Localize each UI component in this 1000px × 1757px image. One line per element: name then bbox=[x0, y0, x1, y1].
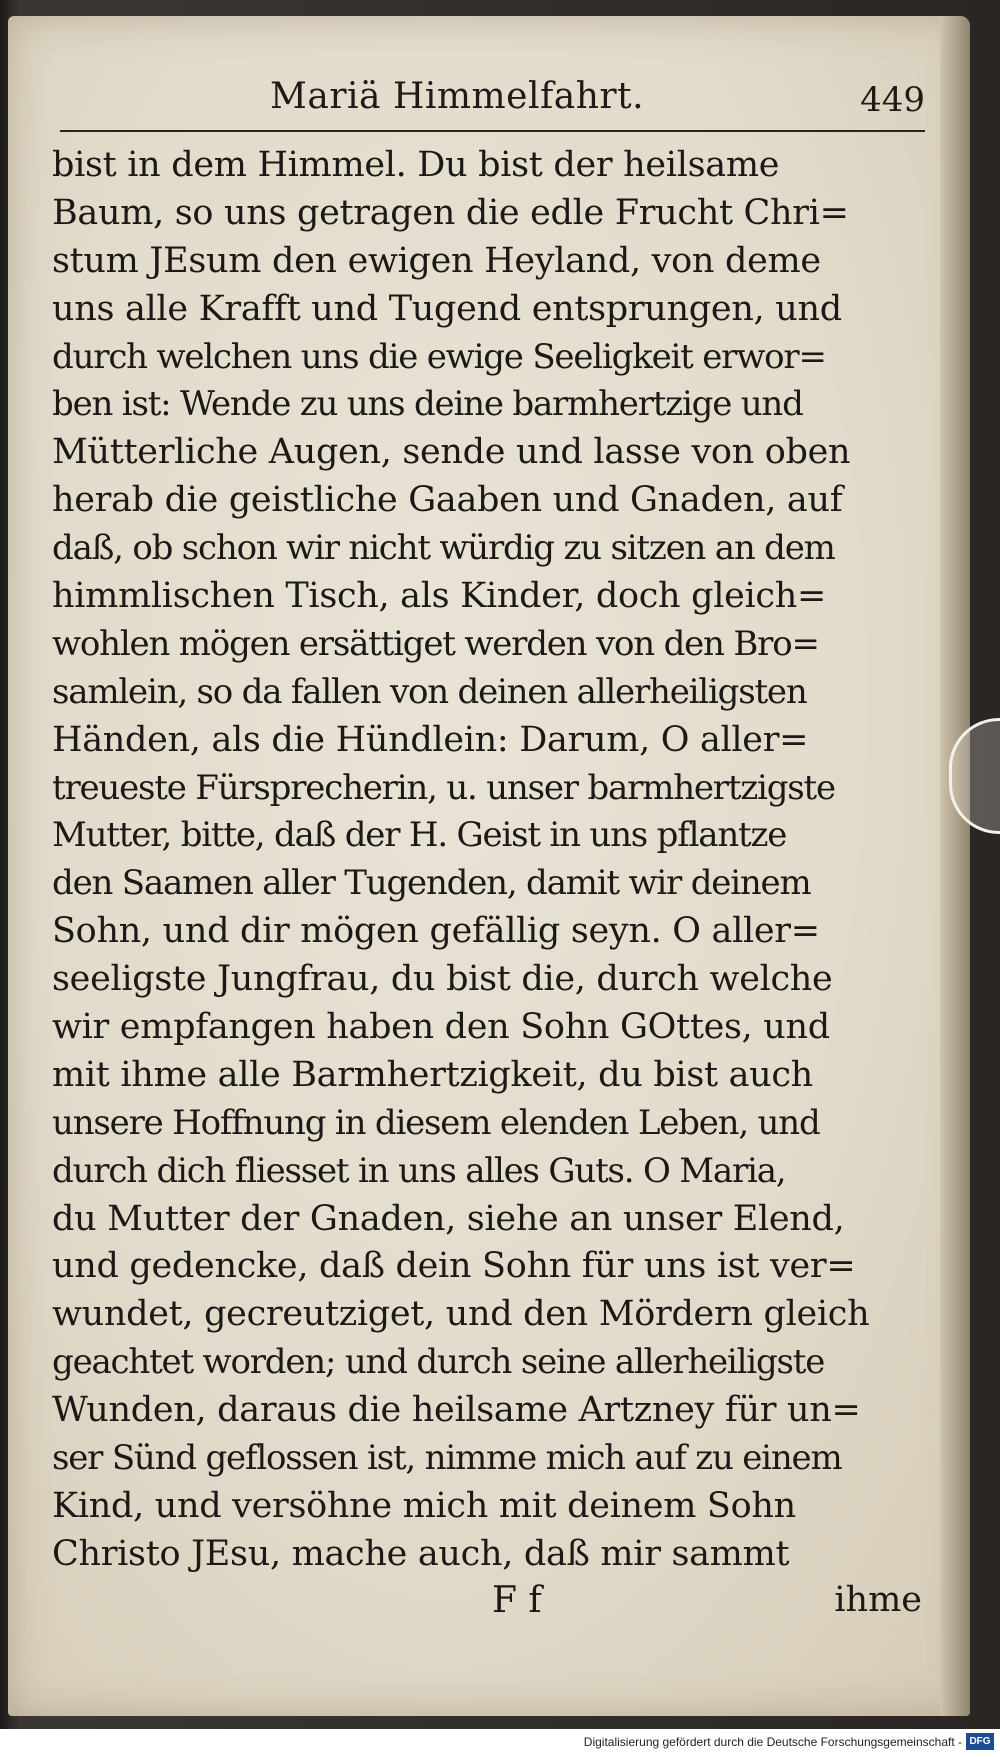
text-line: durch welchen uns die ewige Seeligkeit erwor= bbox=[52, 336, 826, 377]
credit-bar bbox=[0, 1729, 1000, 1757]
text-line: Baum, so uns getragen die edle Frucht Chri= bbox=[52, 192, 849, 233]
text-line: samlein, so da fallen von deinen allerheiligsten bbox=[52, 671, 807, 712]
body-text bbox=[52, 142, 932, 1579]
text-line: Sohn, und dir mögen gefällig seyn. O aller= bbox=[52, 911, 820, 952]
text-line: Christo JEsu, mache auch, daß mir sammt bbox=[52, 1533, 790, 1574]
text-line: uns alle Krafft und Tugend entsprungen, und bbox=[52, 288, 842, 329]
text-line: wundet, gecreutziget, und den Mördern gleich bbox=[52, 1294, 870, 1335]
text-line: Mütterliche Augen, sende und lasse von oben bbox=[52, 432, 851, 473]
header-rule bbox=[60, 130, 925, 132]
running-head: Mariä Himmelfahrt. bbox=[270, 76, 645, 117]
signature-mark: F f bbox=[492, 1580, 542, 1621]
text-line: geachtet worden; und durch seine allerheiligste bbox=[52, 1342, 825, 1383]
text-line: Wunden, daraus die heilsame Artzney für un= bbox=[52, 1390, 861, 1431]
text-line: ben ist: Wende zu uns deine barmhertzige und bbox=[52, 384, 803, 425]
text-line: treueste Fürsprecherin, u. unser barmhertzigste bbox=[52, 767, 835, 808]
text-line: Mutter, bitte, daß der H. Geist in uns pflantze bbox=[52, 815, 787, 856]
text-line: du Mutter der Gnaden, siehe an unser Elend, bbox=[52, 1198, 845, 1239]
text-line: den Saamen aller Tugenden, damit wir deinem bbox=[52, 863, 811, 904]
digitization-credit: Digitalisierung gefördert durch die Deutsche Forschungsgemeinschaft - bbox=[583, 1735, 962, 1749]
text-line: mit ihme alle Barmhertzigkeit, du bist auch bbox=[52, 1054, 813, 1095]
text-line: seeligste Jungfrau, du bist die, durch welche bbox=[52, 959, 833, 1000]
text-line: herab die geistliche Gaaben und Gnaden, auf bbox=[52, 480, 843, 521]
text-line: wir empfangen haben den Sohn GOttes, und bbox=[52, 1007, 830, 1048]
text-line: durch dich fliesset in uns alles Guts. O Maria, bbox=[52, 1150, 786, 1191]
text-line: wohlen mögen ersättiget werden von den Bro= bbox=[52, 623, 819, 664]
text-line: daß, ob schon wir nicht würdig zu sitzen an dem bbox=[52, 528, 835, 569]
text-line: bist in dem Himmel. Du bist der heilsame bbox=[52, 145, 780, 185]
catchword: ihme bbox=[834, 1580, 922, 1620]
page-edge bbox=[940, 16, 970, 1716]
text-line: stum JEsum den ewigen Heyland, von deme bbox=[52, 240, 821, 281]
page-header bbox=[60, 72, 925, 128]
text-line: unsere Hoffnung in diesem elenden Leben, und bbox=[52, 1102, 820, 1143]
dfg-logo: DFG bbox=[966, 1733, 994, 1750]
text-line: ser Sünd geflossen ist, nimme mich auf zu einem bbox=[52, 1438, 842, 1479]
text-line: Händen, als die Hündlein: Darum, O aller= bbox=[52, 719, 809, 760]
text-line: und gedencke, daß dein Sohn für uns ist ver= bbox=[52, 1246, 856, 1287]
page-footer bbox=[52, 1580, 922, 1630]
text-line: Kind, und versöhne mich mit deinem Sohn bbox=[52, 1485, 796, 1526]
text-line: himmlischen Tisch, als Kinder, doch gleich= bbox=[52, 576, 826, 617]
page-number: 449 bbox=[860, 80, 925, 120]
